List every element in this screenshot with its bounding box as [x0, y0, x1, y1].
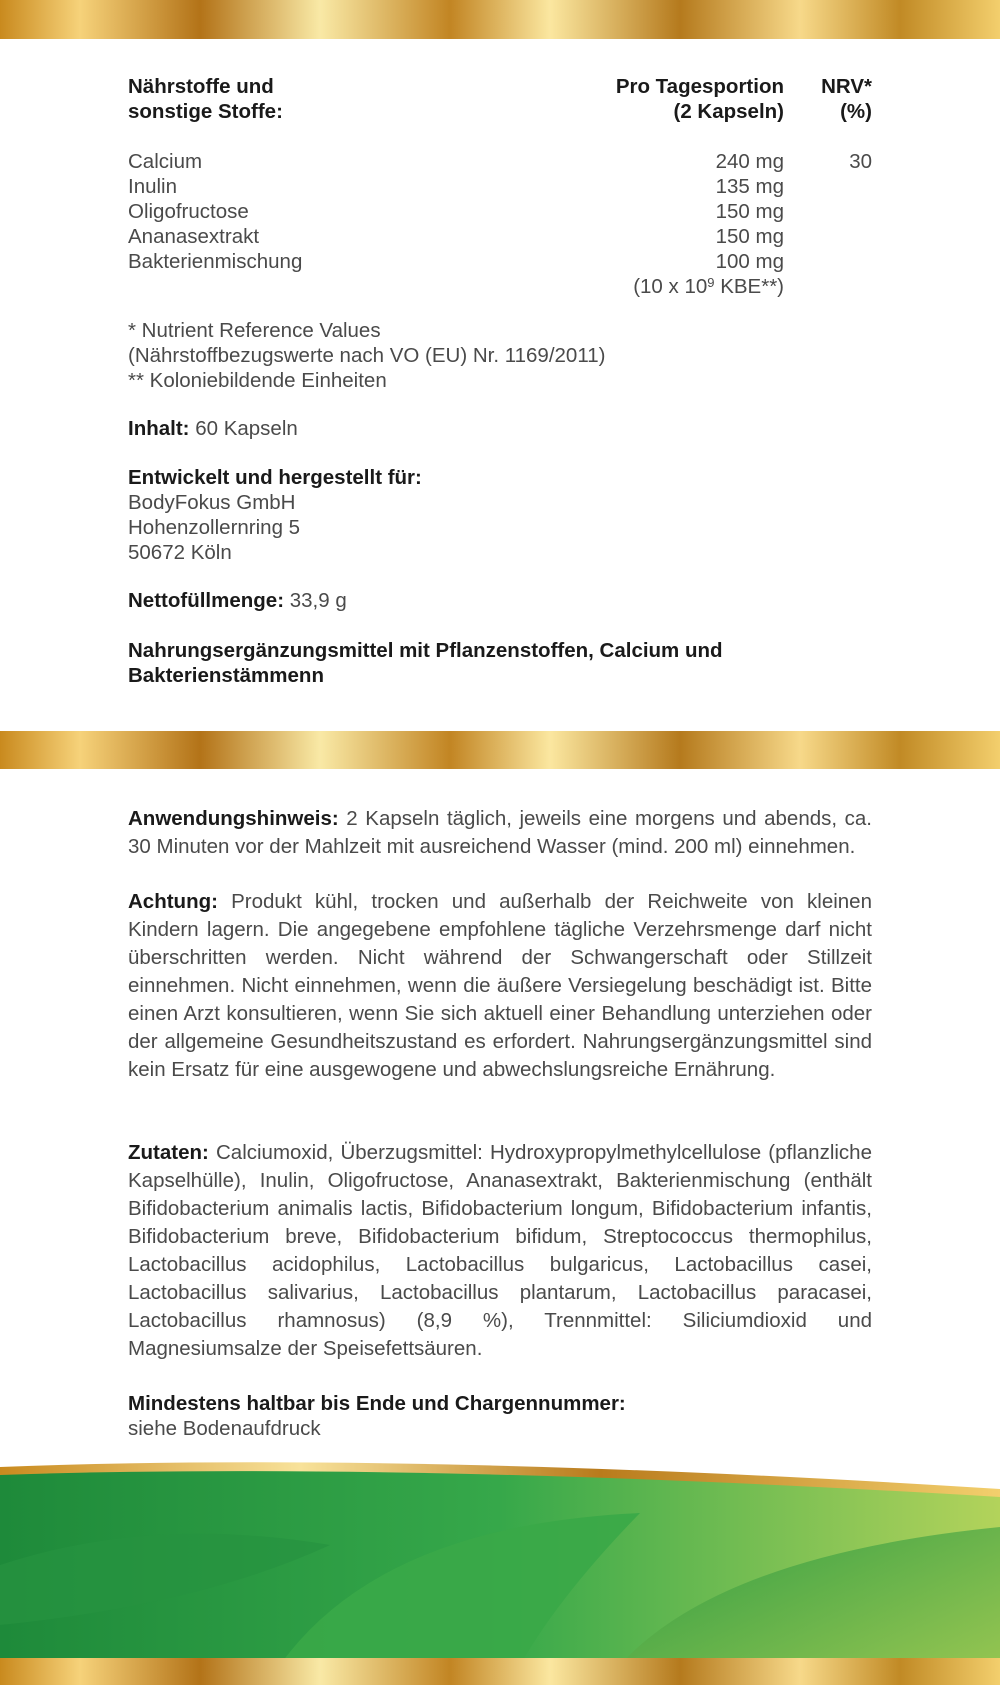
gold-top-band [0, 0, 1000, 39]
manufacturer-label: Entwickelt und hergestellt für: [128, 466, 422, 489]
row-name: Ananasextrakt [128, 225, 260, 248]
contents-label: Inhalt: [128, 417, 190, 440]
row-name: Calcium [128, 150, 203, 173]
row-amount: 100 mg [715, 250, 784, 273]
row-name: Inulin [128, 175, 178, 198]
usage-instructions [128, 805, 872, 861]
cfu-row [128, 274, 872, 299]
ingredients-text: Calciumoxid, Überzugsmittel: Hydroxypropylmethylcellulose (pflanzliche Kapselhülle), Inulin, Oligofructose, Ananasextrakt, Bakterienmischung (enthält Bifidobacterium animalis lactis, Bifidobacterium longum, Bifidobacterium infantis, Bifidobacterium breve, Bifidobacterium bifidum, Streptococcus thermophilus, Lactobacillus acidophilus, Lactobacillus bulgaricus, Lactobacillus casei, Lactobacillus salivarius, Lactobacillus plantarum, Lactobacillus paracasei, Lactobacillus rhamnosus) (8,9 %), Trennmittel: Siliciumdioxid und Magnesiumsalze der Speisefettsäuren. [128, 1141, 872, 1360]
table-row [128, 249, 872, 274]
manufacturer-city: 50672 Köln [128, 541, 232, 564]
footnote-nrv: * Nutrient Reference Values [128, 319, 381, 342]
header-nutrients-2: sonstige Stoffe: [128, 100, 283, 123]
header-nrv-2: (%) [840, 100, 872, 123]
net-weight-value: 33,9 g [284, 589, 347, 612]
warning-text: Produkt kühl, trocken und außerhalb der Reichweite von kleinen Kindern lagern. Die angegebene empfohlene tägliche Verzehrsmenge darf nicht überschritten werden. Nicht während der Schwangerschaft oder Stillzeit einnehmen. Nicht einnehmen, wenn die äußere Versiegelung beschädigt ist. Bitte einen Arzt konsultieren, wenn Sie sich aktuell einer Behandlung unterziehen oder der allgemeine Gesundheitszustand es erfordert. Nahrungsergänzungsmittel sind kein Ersatz für eine ausgewogene und abwechslungsreiche Ernährung. [128, 890, 872, 1081]
table-row [128, 149, 872, 174]
row-amount: 135 mg [715, 175, 784, 198]
product-type [128, 638, 872, 688]
best-before-section [128, 1391, 872, 1441]
gold-middle-band [0, 731, 1000, 769]
gold-bottom-band [0, 1658, 1000, 1685]
manufacturer-name: BodyFokus GmbH [128, 491, 296, 514]
cfu-exponent: 9 [707, 275, 715, 290]
contents-info [128, 416, 872, 441]
best-before-value: siehe Bodenaufdruck [128, 1417, 321, 1440]
row-amount: 150 mg [715, 200, 784, 223]
best-before-label: Mindestens haltbar bis Ende und Chargennummer: [128, 1392, 626, 1415]
row-amount: 240 mg [715, 150, 784, 173]
table-row [128, 224, 872, 249]
manufacturer-street: Hohenzollernring 5 [128, 516, 301, 539]
table-header-row-2 [128, 99, 872, 124]
footnote-cfu: ** Koloniebildende Einheiten [128, 369, 387, 392]
footnotes [128, 318, 872, 393]
header-nutrients: Nährstoffe und [128, 75, 274, 98]
usage-text: 2 Kapseln täglich, jeweils eine morgens und abends, ca. 30 Minuten vor der Mahlzeit mit ausreichend Wasser (mind. 200 ml) einnehmen. [128, 807, 872, 858]
cfu-prefix: (10 x 10 [633, 275, 708, 298]
row-amount: 150 mg [715, 225, 784, 248]
row-nrv: 30 [849, 150, 872, 173]
net-weight-label: Nettofüllmenge: [128, 589, 285, 612]
product-type-line2: Bakterienstämmenn [128, 664, 324, 687]
net-weight [128, 588, 872, 613]
ingredients-label: Zutaten: [128, 1141, 209, 1164]
product-type-line1: Nahrungsergänzungsmittel mit Pflanzenstoffen, Calcium und [128, 639, 723, 662]
row-name: Oligofructose [128, 200, 249, 223]
warning-section [128, 888, 872, 1084]
green-leaf-graphic [0, 1455, 1000, 1665]
footnote-regulation: (Nährstoffbezugswerte nach VO (EU) Nr. 1169/2011) [128, 344, 606, 367]
table-row [128, 199, 872, 224]
nutrition-table [128, 74, 872, 299]
usage-label: Anwendungshinweis: [128, 807, 339, 830]
row-name: Bakterienmischung [128, 250, 303, 273]
table-header-row-1 [128, 74, 872, 99]
ingredients-section [128, 1139, 872, 1363]
cfu-suffix: KBE**) [714, 275, 784, 298]
contents-value: 60 Kapseln [189, 417, 298, 440]
cfu-value [633, 274, 784, 299]
manufacturer-info [128, 465, 872, 565]
header-nrv: NRV* [821, 75, 872, 98]
header-daily-portion: Pro Tagesportion [615, 75, 784, 98]
table-row [128, 174, 872, 199]
header-daily-portion-2: (2 Kapseln) [673, 100, 784, 123]
warning-label: Achtung: [128, 890, 218, 913]
